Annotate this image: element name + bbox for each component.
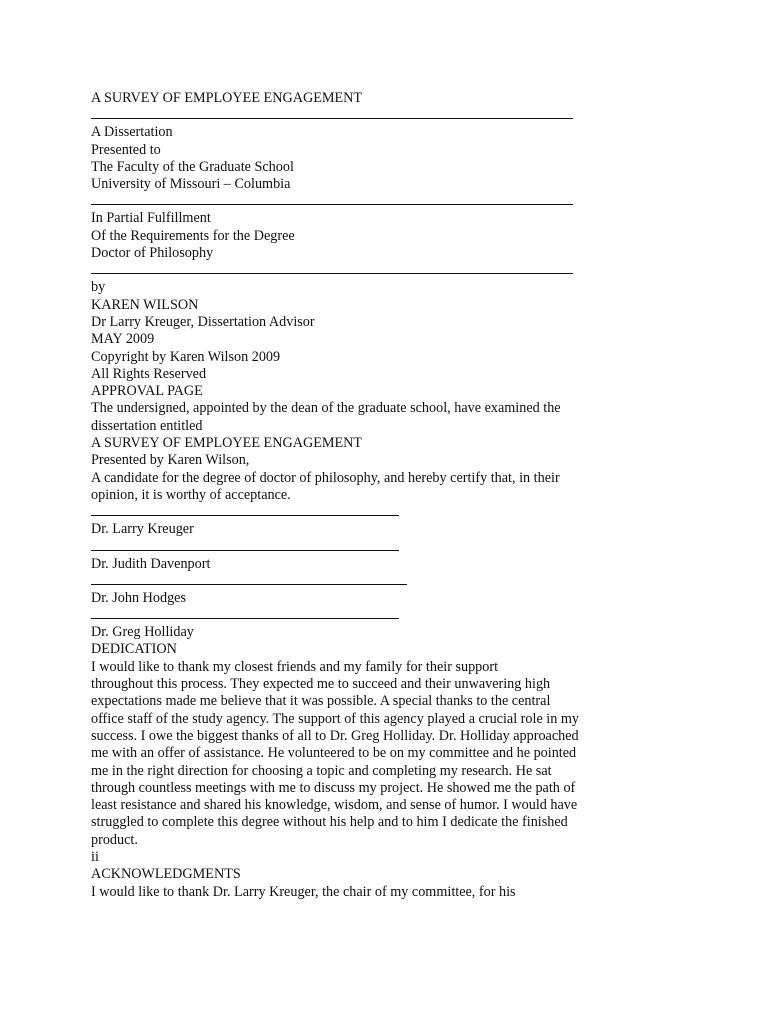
signatory-name: Dr. Judith Davenport (91, 555, 211, 572)
divider-rule (91, 193, 573, 205)
signatory-name: Dr. Larry Kreuger (91, 521, 194, 538)
acknowledgments-line: I would like to thank Dr. Larry Kreuger, the chair of my committee, for his (91, 883, 516, 900)
author-name: KAREN WILSON (91, 296, 199, 313)
divider-rule (91, 107, 573, 119)
date-line: MAY 2009 (91, 331, 155, 348)
presentation-line: A Dissertation (91, 124, 173, 141)
approval-heading: APPROVAL PAGE (91, 383, 203, 400)
rights-line: All Rights Reserved (91, 365, 207, 382)
acknowledgments-heading: ACKNOWLEDGMENTS (91, 866, 241, 883)
approval-presented-by: Presented by Karen Wilson, (91, 452, 250, 469)
document-page (91, 90, 731, 901)
approval-title: A SURVEY OF EMPLOYEE ENGAGEMENT (91, 435, 363, 452)
dedication-line: through countless meetings with me to discuss my project. He showed me the path of (91, 779, 576, 796)
signatory-name: Dr. John Hodges (91, 589, 186, 606)
dedication-line: product. (91, 831, 138, 848)
presentation-line: Presented to (91, 141, 161, 158)
signature-line (91, 539, 399, 551)
fulfillment-line: In Partial Fulfillment (91, 210, 211, 227)
page-number: ii (91, 848, 99, 865)
signature-line (91, 607, 399, 619)
dedication-line: me in the right direction for choosing a topic and completing my research. He sat (91, 762, 552, 779)
presentation-line: University of Missouri – Columbia (91, 176, 291, 193)
approval-text: The undersigned, appointed by the dean of the graduate school, have examined the (91, 400, 561, 417)
signature-line (91, 504, 399, 516)
dedication-line: success. I owe the biggest thanks of all to Dr. Greg Holliday. Dr. Holliday approached (91, 727, 579, 744)
fulfillment-line: Doctor of Philosophy (91, 245, 214, 262)
dedication-line: I would like to thank my closest friends and my family for their support (91, 658, 499, 675)
signature-line (91, 573, 407, 585)
signatory-name: Dr. Greg Holliday (91, 624, 194, 641)
dedication-line: me with an offer of assistance. He volunteered to be on my committee and he pointed (91, 745, 577, 762)
fulfillment-line: Of the Requirements for the Degree (91, 227, 295, 244)
dedication-line: throughout this process. They expected me to succeed and their unwavering high (91, 676, 551, 693)
document-title: A SURVEY OF EMPLOYEE ENGAGEMENT (91, 90, 363, 106)
copyright-line: Copyright by Karen Wilson 2009 (91, 348, 281, 365)
approval-text: opinion, it is worthy of acceptance. (91, 486, 291, 503)
divider-rule (91, 262, 573, 274)
dedication-line: struggled to complete this degree without his help and to him I dedicate the finished (91, 814, 568, 831)
approval-text: A candidate for the degree of doctor of philosophy, and hereby certify that, in their (91, 469, 560, 486)
approval-text: dissertation entitled (91, 417, 203, 434)
dedication-line: least resistance and shared his knowledge, wisdom, and sense of humor. I would have (91, 797, 578, 814)
dedication-line: expectations made me believe that it was possible. A special thanks to the central (91, 693, 551, 710)
presentation-line: The Faculty of the Graduate School (91, 158, 294, 175)
dedication-heading: DEDICATION (91, 641, 177, 658)
by-label: by (91, 279, 106, 296)
advisor-line: Dr Larry Kreuger, Dissertation Advisor (91, 313, 315, 330)
dedication-line: office staff of the study agency. The support of this agency played a crucial role in my (91, 710, 579, 727)
